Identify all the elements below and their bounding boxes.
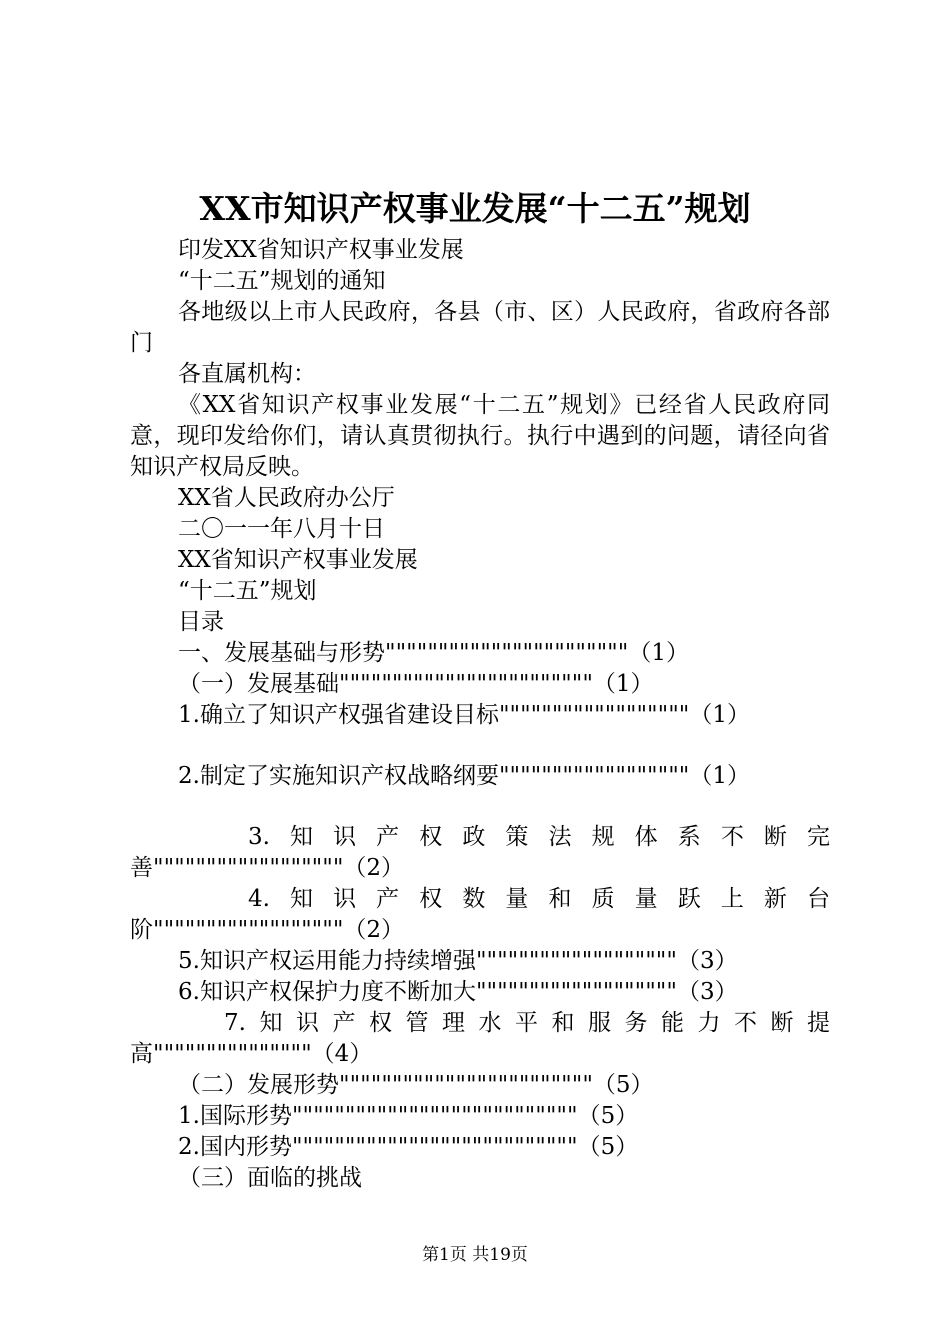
recipients-paragraph: 各地级以上市人民政府，各县（市、区）人民政府，省政府各部门 xyxy=(130,299,830,356)
notice-heading-line-1: 印发XX省知识产权事业发展 xyxy=(178,237,464,263)
toc-entry-justified: 7.知识产权管理水平和服务能力不断提 xyxy=(224,1010,830,1036)
toc-entry-continuation: 高"""""""""""""""（4） xyxy=(130,1041,373,1067)
toc-heading: 目录 xyxy=(178,609,224,635)
blank-line xyxy=(130,792,830,822)
toc-entry: 一、发展基础与形势"""""""""""""""""""""""（1） xyxy=(178,640,689,666)
notice-body-paragraph: 《XX省知识产权事业发展“十二五”规划》已经省人民政府同意，现印发给你们，请认真贯彻执行。执行中遇到的问题，请径向省知识产权局反映。 xyxy=(130,392,830,480)
toc-entry: （二）发展形势""""""""""""""""""""""""（5） xyxy=(178,1072,654,1098)
toc-entry: 1.确立了知识产权强省建设目标""""""""""""""""""（1） xyxy=(178,702,751,728)
notice-heading-line-2: “十二五”规划的通知 xyxy=(178,268,386,294)
toc-entry: （一）发展基础""""""""""""""""""""""""（1） xyxy=(178,671,654,697)
toc-entry-justified: 3.知识产权政策法规体系不断完 xyxy=(248,824,830,850)
toc-entry: 2.国内形势"""""""""""""""""""""""""""（5） xyxy=(178,1134,639,1160)
toc-entry-continuation: 阶""""""""""""""""""（2） xyxy=(130,917,405,943)
toc-entry-continuation: 善""""""""""""""""""（2） xyxy=(130,855,405,881)
document-body xyxy=(130,235,830,1194)
toc-entry: 5.知识产权运用能力持续增强"""""""""""""""""""（3） xyxy=(178,948,738,974)
page-footer: 第1页 共19页 xyxy=(422,1245,528,1265)
toc-entry: 2.制定了实施知识产权战略纲要""""""""""""""""""（1） xyxy=(178,763,751,789)
document-title: XX市知识产权事业发展“十二五”规划 xyxy=(199,189,751,228)
toc-entry-justified: 4.知识产权数量和质量跃上新台 xyxy=(248,886,830,912)
toc-entry: 1.国际形势"""""""""""""""""""""""""""（5） xyxy=(178,1103,639,1129)
blank-line xyxy=(130,731,830,761)
toc-entry: 6.知识产权保护力度不断加大"""""""""""""""""""（3） xyxy=(178,979,738,1005)
issuer-office: XX省人民政府办公厅 xyxy=(178,485,395,511)
recipients-direct-agencies: 各直属机构： xyxy=(178,361,316,387)
plan-title-line-1: XX省知识产权事业发展 xyxy=(178,547,418,573)
toc-entry: （三）面临的挑战 xyxy=(178,1165,362,1191)
plan-title-line-2: “十二五”规划 xyxy=(178,578,317,604)
issue-date: 二〇一一年八月十日 xyxy=(178,516,385,542)
